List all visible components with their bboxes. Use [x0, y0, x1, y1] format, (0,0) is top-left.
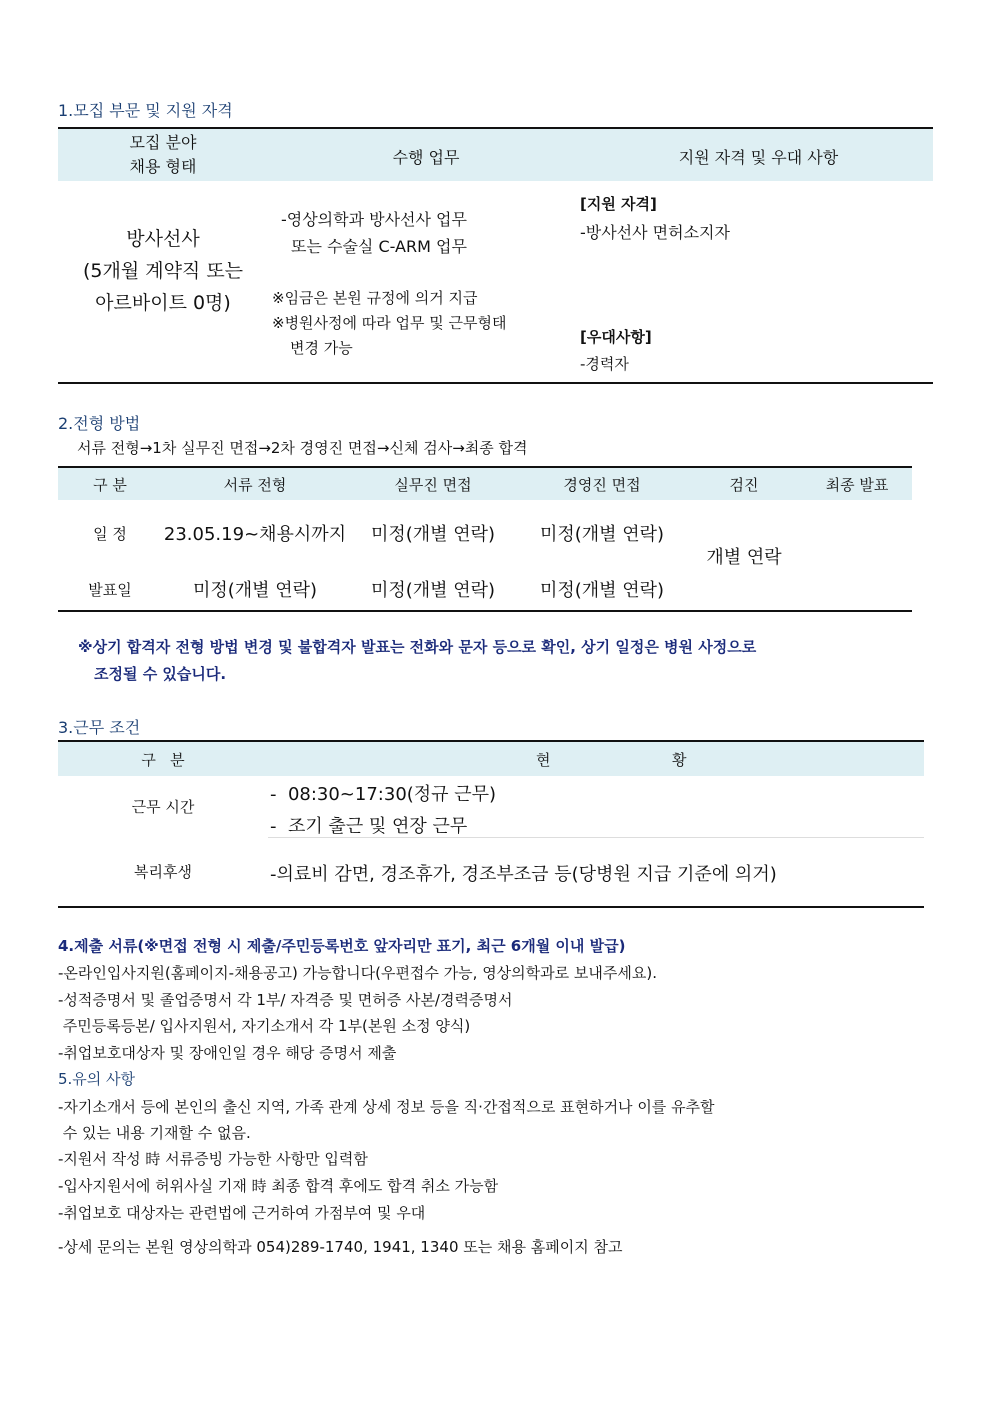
work-hours-line1: - 08:30~17:30(정규 근무)	[270, 784, 497, 805]
table1-field-cell	[58, 223, 268, 319]
announce-exec-interview: 미정(개별 연락)	[539, 580, 665, 601]
table2-header-exec-interview: 경영진 면접	[563, 476, 641, 494]
table2-header-checkup: 검진	[729, 476, 759, 494]
schedule-docs: 23.05.19~채용시까지	[163, 524, 347, 545]
work-hours-label: 근무 시간	[131, 798, 195, 816]
schedule-label: 일 정	[93, 525, 127, 543]
notice-line3: -지원서 작성 時 서류증빙 가능한 사항만 입력함	[58, 1150, 368, 1168]
table2-header-staff-interview: 실무진 면접	[394, 476, 472, 494]
table1-header-field	[58, 131, 268, 179]
section2-title: 2.전형 방법	[58, 414, 141, 433]
table1-header-duty: 수행 업무	[392, 148, 460, 167]
duty-note3: 변경 가능	[290, 339, 353, 357]
schedule-exec-interview: 미정(개별 연락)	[539, 524, 665, 545]
header-field-line1: 모집 분야	[129, 133, 197, 152]
duty-note2: ※병원사정에 따라 업무 및 근무형태	[272, 314, 507, 332]
welfare-label: 복리후생	[134, 863, 192, 881]
table3-header-status-1: 현	[536, 751, 551, 769]
process-note-line1: ※상기 합격자 전형 방법 변경 및 불합격자 발표는 전화와 문자 등으로 확인, 상기 일정은 병원 사정으로	[78, 638, 757, 656]
qual-item: -방사선사 면허소지자	[580, 223, 730, 242]
doc-line1: -온라인입사지원(홈페이지-채용공고) 가능합니다(우편접수 가능, 영상의학과로 보내주세요).	[58, 964, 657, 982]
field-title: 방사선사	[126, 228, 200, 250]
notice-line6: -상세 문의는 본원 영상의학과 054)289-1740, 1941, 1340 또는 채용 홈페이지 참고	[58, 1238, 623, 1256]
notice-line5: -취업보호 대상자는 관련법에 근거하여 가점부여 및 우대	[58, 1204, 426, 1222]
doc-line3: 주민등록등본/ 입사지원서, 자기소개서 각 1부(본원 소정 양식)	[58, 1017, 471, 1035]
table3-header-label: 구 분	[141, 751, 185, 769]
section4-title: 4.제출 서류(※면접 전형 시 제출/주민등록번호 앞자리만 표기, 최근 6개월 이내 발급)	[58, 937, 626, 955]
table2-header-docs: 서류 전형	[223, 476, 287, 494]
section5-title: 5.유의 사항	[58, 1070, 136, 1088]
notice-line4: -입사지원서에 허위사실 기재 時 최종 합격 후에도 합격 취소 가능함	[58, 1177, 499, 1195]
welfare-text: -의료비 감면, 경조휴가, 경조부조금 등(당병원 지급 기준에 의거)	[270, 864, 777, 885]
table2-bottom-border	[58, 610, 912, 612]
process-note-line2: 조정될 수 있습니다.	[94, 665, 227, 683]
qual-title: [지원 자격]	[580, 195, 657, 213]
announce-staff-interview: 미정(개별 연락)	[370, 580, 496, 601]
pref-title: [우대사항]	[580, 328, 652, 346]
process-flow: 서류 전형→1차 실무진 면접→2차 경영진 면접→신체 검사→최종 합격	[77, 439, 528, 457]
schedule-staff-interview: 미정(개별 연락)	[370, 524, 496, 545]
duty-note1: ※임금은 본원 규정에 의거 지급	[272, 289, 478, 307]
pref-item: -경력자	[580, 355, 629, 373]
duty-line2: 또는 수술실 C-ARM 업무	[291, 237, 467, 256]
field-type-line2: 아르바이트 0명)	[95, 292, 231, 314]
checkup-contact: 개별 연락	[706, 547, 782, 568]
section3-title: 3.근무 조건	[58, 718, 141, 737]
section1-title: 1.모집 부문 및 지원 자격	[58, 101, 233, 120]
work-hours-line2: - 조기 출근 및 연장 근무	[270, 816, 468, 837]
announce-label: 발표일	[88, 581, 132, 599]
table2-header-final: 최종 발표	[825, 476, 889, 494]
doc-line4: -취업보호대상자 및 장애인일 경우 해당 증명서 제출	[58, 1044, 397, 1062]
table2-header-label: 구 분	[93, 476, 127, 494]
duty-line1: -영상의학과 방사선사 업무	[281, 210, 467, 229]
field-type-line1: (5개월 계약직 또는	[82, 260, 244, 282]
notice-line1: -자기소개서 등에 본인의 출신 지역, 가족 관계 상세 정보 등을 직·간접적으로 표현하거나 이를 유추할	[58, 1098, 715, 1116]
notice-line2: 수 있는 내용 기재할 수 없음.	[58, 1124, 251, 1142]
table1-bottom-border	[58, 382, 933, 384]
doc-line2: -성적증명서 및 졸업증명서 각 1부/ 자격증 및 면허증 사본/경력증명서	[58, 991, 513, 1009]
table3-header-status-2: 황	[672, 751, 687, 769]
announce-docs: 미정(개별 연락)	[192, 580, 318, 601]
table3-bottom-border	[58, 906, 924, 908]
table1-header-qual: 지원 자격 및 우대 사항	[678, 148, 839, 167]
table3-row-divider	[268, 837, 924, 838]
header-field-line2: 채용 형태	[129, 157, 197, 176]
